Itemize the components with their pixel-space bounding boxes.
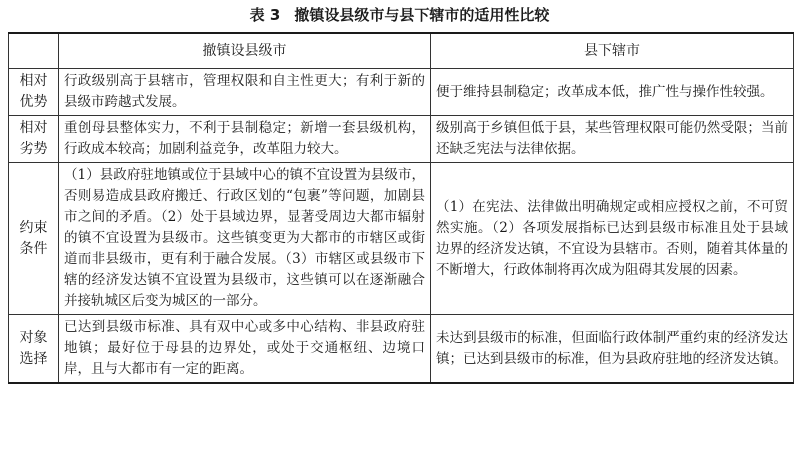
- table-cell: 行政级别高于县辖市，管理权限和自主性更大；有利于新的县级市跨越式发展。: [59, 69, 431, 116]
- comparison-table: [8, 32, 794, 384]
- table-title: 撤镇设县级市与县下辖市的适用性比较: [294, 6, 550, 24]
- table-number: 表 3: [249, 6, 281, 24]
- table-cell: 级别高于乡镇但低于县，某些管理权限可能仍然受限；当前还缺乏宪法与法律依据。: [431, 116, 794, 163]
- table-row: [9, 315, 794, 384]
- table-row: [9, 69, 794, 116]
- header-county-subordinate-city: 县下辖市: [431, 33, 794, 69]
- header-county-level-city: 撤镇设县级市: [59, 33, 431, 69]
- row-label-advantages: 相对 优势: [9, 69, 59, 116]
- table-row: [9, 116, 794, 163]
- table-row: [9, 163, 794, 315]
- header-corner-cell: [9, 33, 59, 69]
- table-cell: 已达到县级市标准、具有双中心或多中心结构、非县政府驻地镇；最好位于母县的边界处，或处于交通枢纽、边境口岸，且与大都市有一定的距离。: [59, 315, 431, 384]
- table-header-row: [9, 33, 794, 69]
- table-caption: [0, 6, 799, 24]
- row-label-target-selection: 对象 选择: [9, 315, 59, 384]
- table-cell: （1）县政府驻地镇或位于县域中心的镇不宜设置为县级市，否则易造成县政府搬迁、行政区划的“包裹”等问题，加剧县市之间的矛盾。（2）处于县域边界，显著受周边大都市辐射的镇不宜设置为县级市。这些镇变更为大都市的市辖区或街道而非县级市，更有利于融合发展。（3）市辖区或县级市下辖的经济发达镇不宜设置为县级市，这些镇可以在逐渐融合并接轨城区后变为城区的一部分。: [59, 163, 431, 315]
- table-cell: 重创母县整体实力，不利于县制稳定；新增一套县级机构，行政成本较高；加剧利益竞争，改革阻力较大。: [59, 116, 431, 163]
- table-cell: 未达到县级市的标准，但面临行政体制严重约束的经济发达镇；已达到县级市的标准，但为县政府驻地的经济发达镇。: [431, 315, 794, 384]
- table-cell: （1）在宪法、法律做出明确规定或相应授权之前，不可贸然实施。（2）各项发展指标已达到县级市标准且处于县域边界的经济发达镇，不宜设为县辖市。否则，随着其体量的不断增大，行政体制将再次成为阻碍其发展的因素。: [431, 163, 794, 315]
- table-cell: 便于维持县制稳定；改革成本低，推广性与操作性较强。: [431, 69, 794, 116]
- row-label-disadvantages: 相对 劣势: [9, 116, 59, 163]
- row-label-constraints: 约束 条件: [9, 163, 59, 315]
